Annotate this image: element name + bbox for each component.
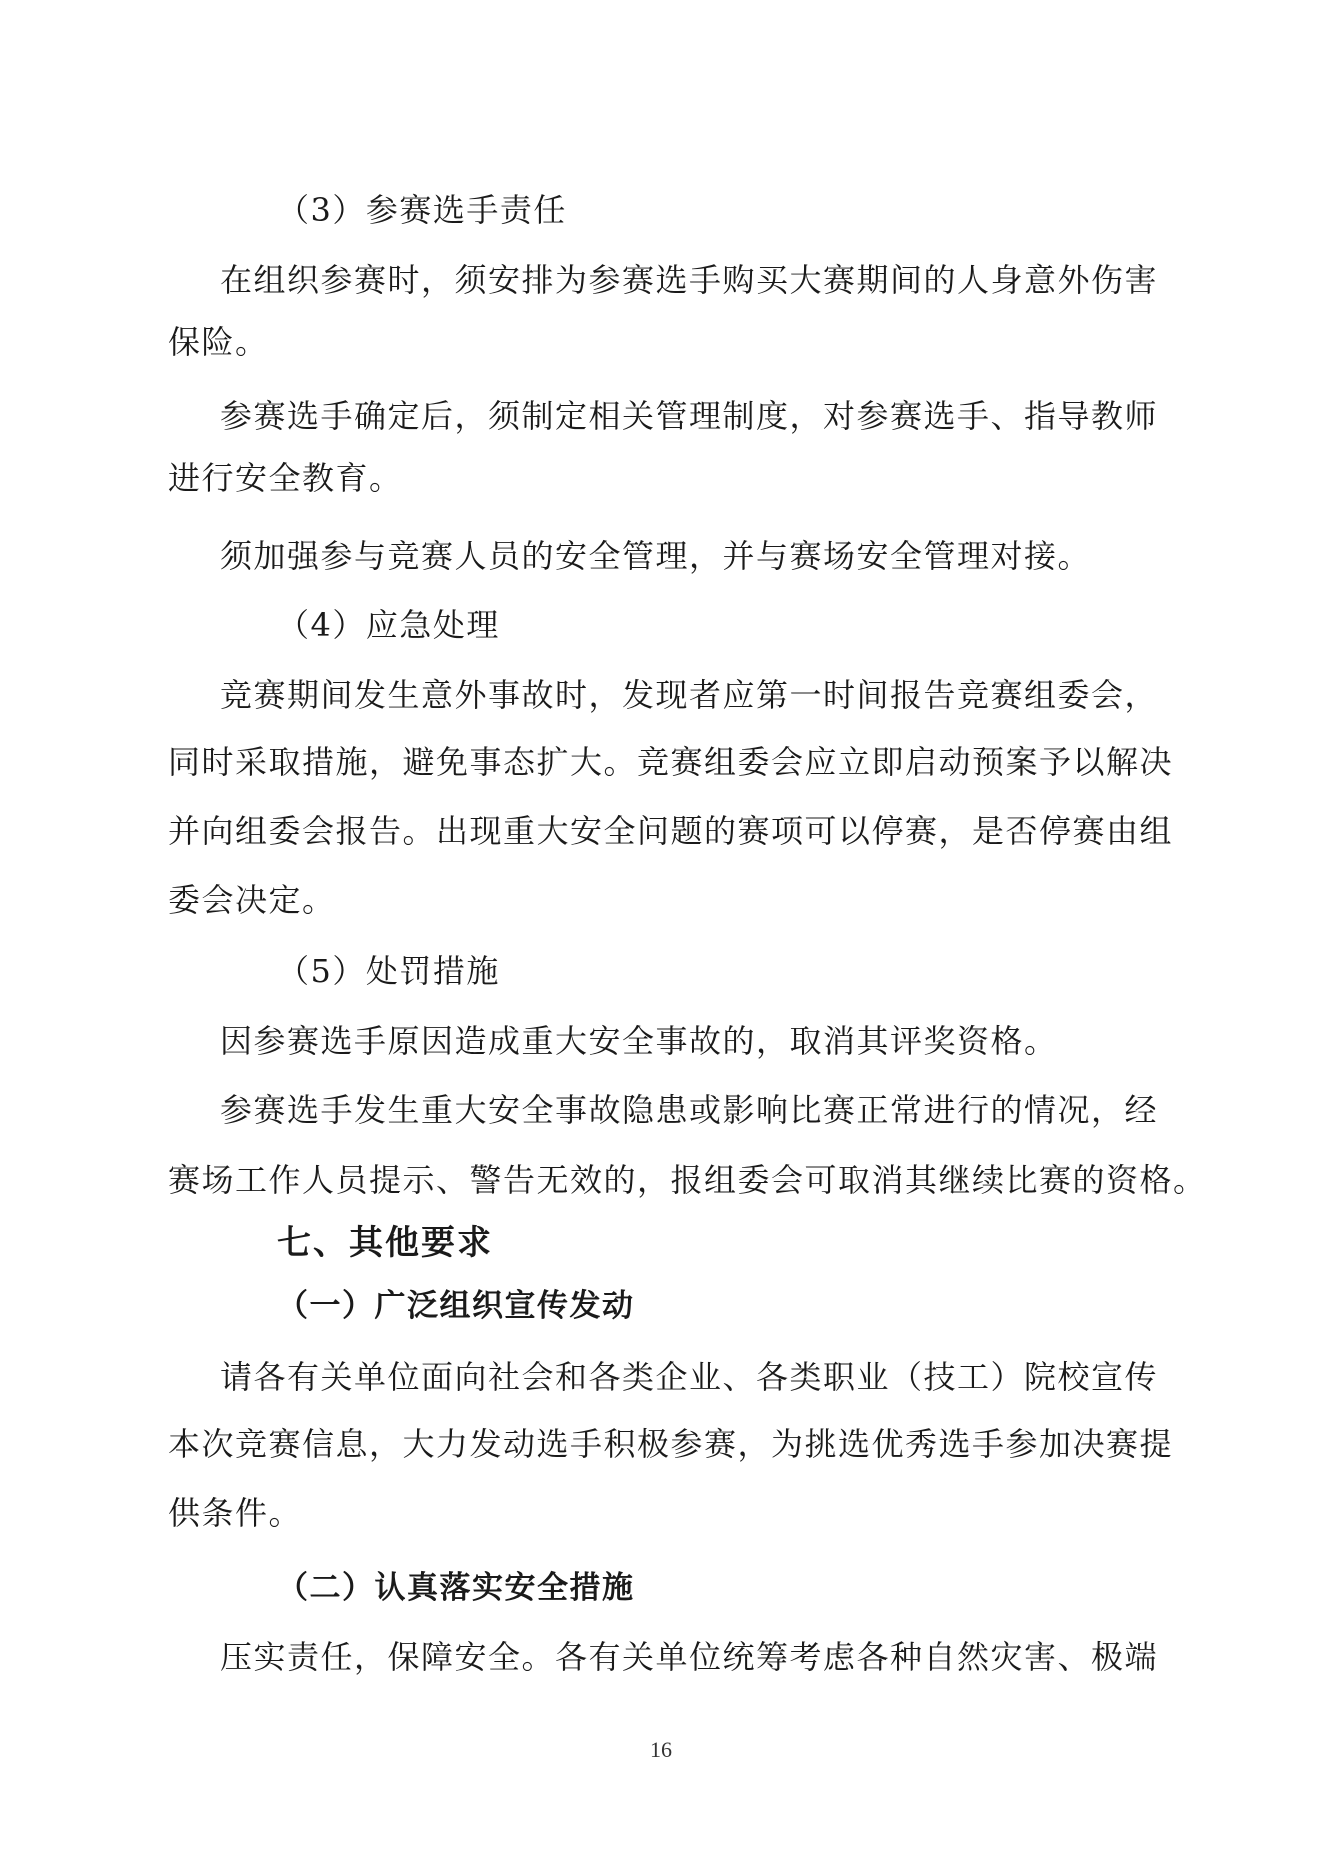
paragraph-line: 须加强参与竞赛人员的安全管理，并与赛场安全管理对接。 [220, 537, 1092, 575]
paragraph-line: 赛场工作人员提示、警告无效的，报组委会可取消其继续比赛的资格。 [168, 1161, 1207, 1199]
page-number: 16 [650, 1737, 672, 1762]
paragraph-line: 进行安全教育。 [168, 459, 403, 497]
paragraph-line: 因参赛选手原因造成重大安全事故的，取消其评奖资格。 [220, 1022, 1058, 1060]
paragraph-line: 同时采取措施，避免事态扩大。竞赛组委会应立即启动预案予以解决 [168, 743, 1174, 781]
paragraph-line: 供条件。 [168, 1494, 303, 1532]
subheading-participant-responsibility: （3）参赛选手责任 [277, 191, 567, 229]
paragraph-line: 本次竞赛信息，大力发动选手积极参赛，为挑选优秀选手参加决赛提 [168, 1425, 1174, 1463]
paragraph-line: 委会决定。 [168, 881, 336, 919]
paragraph-line: 压实责任，保障安全。各有关单位统筹考虑各种自然灾害、极端 [220, 1638, 1159, 1676]
subheading-emergency-handling: （4）应急处理 [277, 606, 500, 644]
paragraph-line: 参赛选手确定后，须制定相关管理制度，对参赛选手、指导教师 [220, 397, 1159, 435]
paragraph-line: 竞赛期间发生意外事故时，发现者应第一时间报告竞赛组委会， [220, 676, 1159, 714]
subsection-heading-safety-measures: （二）认真落实安全措施 [277, 1570, 635, 1606]
paragraph-line: 请各有关单位面向社会和各类企业、各类职业（技工）院校宣传 [220, 1358, 1159, 1396]
subheading-penalties: （5）处罚措施 [277, 952, 500, 990]
paragraph-line: 保险。 [168, 323, 269, 361]
paragraph-line: 在组织参赛时，须安排为参赛选手购买大赛期间的人身意外伤害 [220, 261, 1159, 299]
section-heading-other-requirements: 七、其他要求 [277, 1223, 493, 1263]
subsection-heading-publicity: （一）广泛组织宣传发动 [277, 1288, 635, 1324]
paragraph-line: 参赛选手发生重大安全事故隐患或影响比赛正常进行的情况，经 [220, 1091, 1159, 1129]
paragraph-line: 并向组委会报告。出现重大安全问题的赛项可以停赛，是否停赛由组 [168, 812, 1174, 850]
